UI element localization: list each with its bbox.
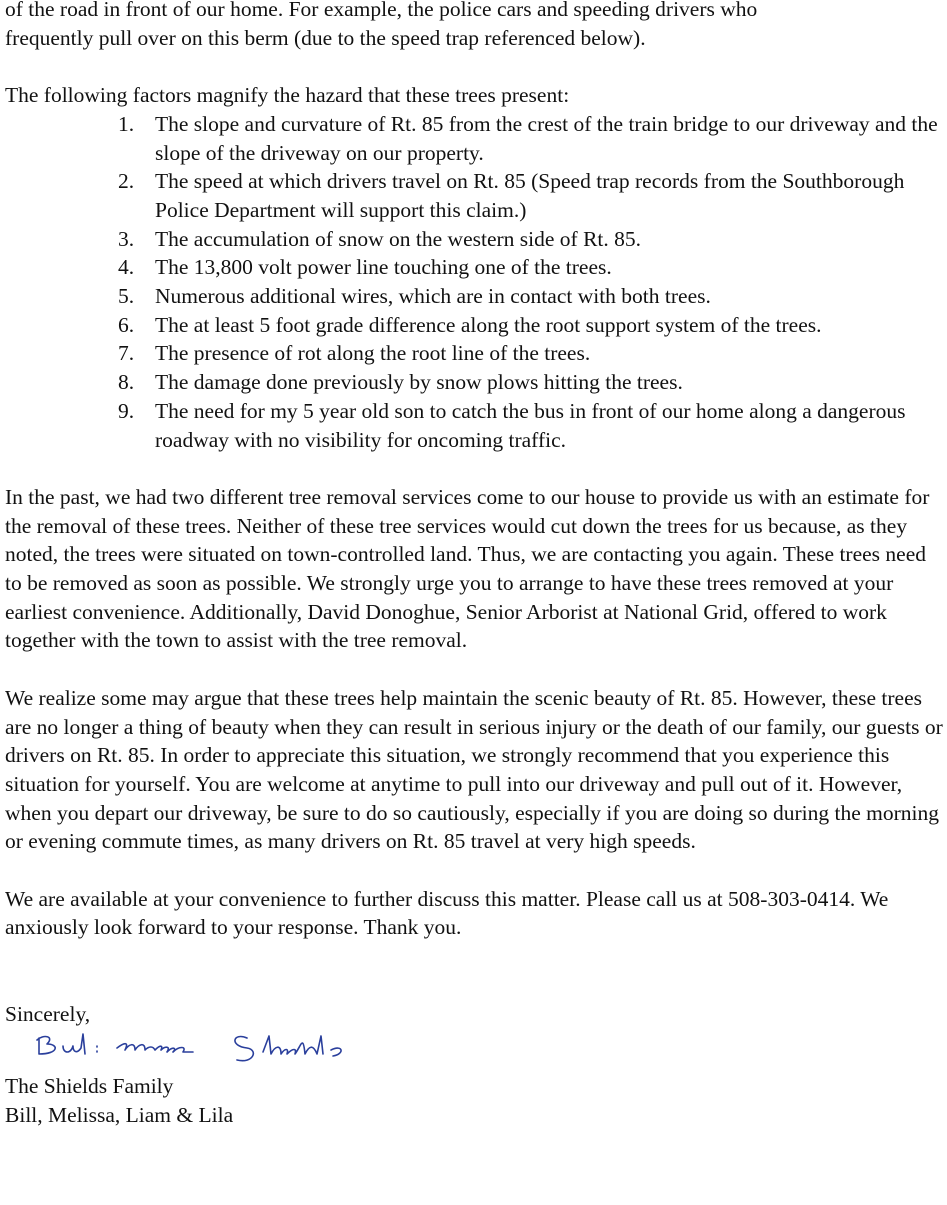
factors-list bbox=[5, 110, 947, 454]
list-number: 2. bbox=[118, 169, 135, 194]
valediction: Sincerely, bbox=[5, 1001, 91, 1026]
list-item bbox=[5, 311, 945, 340]
list-item bbox=[5, 167, 945, 224]
list-number: 5. bbox=[118, 284, 135, 309]
signature-icon bbox=[33, 1030, 453, 1070]
list-text: The need for my 5 year old son to catch the bus in front of our home along a dangerous roadway with no visibility for oncoming traffic. bbox=[155, 398, 906, 452]
list-text: Numerous additional wires, which are in contact with both trees. bbox=[155, 284, 711, 309]
list-number: 8. bbox=[118, 370, 135, 395]
list-item bbox=[5, 339, 945, 368]
list-text: The at least 5 foot grade difference along the root support system of the trees. bbox=[155, 312, 822, 337]
list-number: 6. bbox=[118, 312, 135, 337]
signer-name: The Shields Family bbox=[5, 1074, 174, 1099]
spacer bbox=[5, 454, 947, 483]
list-text: The 13,800 volt power line touching one of the trees. bbox=[155, 255, 612, 280]
paragraph-tree-removal: In the past, we had two different tree removal services come to our house to provide us with an estimate for the removal of these trees. Neither of these tree services would cut down the trees for us because, as they noted, the trees were situated on town-controlled land. Thus, we are contacting you again. These trees need to be removed as soon as possible. We strongly urge you to arrange to have these trees removed at your earliest convenience. Additionally, David Donoghue, Senior Arborist at National Grid, offered to work together with the town to assist with the tree removal. bbox=[5, 484, 930, 653]
list-item bbox=[5, 253, 945, 282]
list-number: 4. bbox=[118, 255, 135, 280]
intro-line-1: of the road in front of our home. For example, the police cars and speeding drivers who bbox=[5, 0, 758, 21]
spacer bbox=[5, 971, 947, 1000]
list-item bbox=[5, 110, 945, 167]
spacer bbox=[5, 942, 947, 971]
spacer bbox=[5, 856, 947, 885]
list-item bbox=[5, 397, 945, 454]
factors-heading: The following factors magnify the hazard that these trees present: bbox=[5, 83, 570, 108]
list-item bbox=[5, 282, 945, 311]
intro-line-2: frequently pull over on this berm (due to the speed trap referenced below). bbox=[5, 25, 646, 50]
list-item bbox=[5, 368, 945, 397]
paragraph-contact: We are available at your convenience to further discuss this matter. Please call us at 508-303-0414. We anxiously look forward to your response. Thank you. bbox=[5, 886, 889, 940]
list-text: The speed at which drivers travel on Rt. 85 (Speed trap records from the Southborough Police Department will support this claim.) bbox=[155, 169, 905, 222]
list-number: 7. bbox=[118, 341, 135, 366]
list-number: 9. bbox=[118, 398, 135, 423]
list-number: 1. bbox=[118, 111, 135, 136]
list-text: The damage done previously by snow plows hitting the trees. bbox=[155, 370, 683, 395]
list-text: The slope and curvature of Rt. 85 from the crest of the train bridge to our driveway and the slope of the driveway on our property. bbox=[155, 111, 938, 165]
list-text: The accumulation of snow on the western side of Rt. 85. bbox=[155, 226, 642, 251]
handwritten-signature bbox=[5, 1028, 947, 1072]
spacer bbox=[5, 655, 947, 684]
paragraph-scenic-beauty: We realize some may argue that these trees help maintain the scenic beauty of Rt. 85. However, these trees are no longer a thing of beauty when they can result in serious injury or the death of our family, our guests or drivers on Rt. 85. In order to appreciate this situation, we strongly recommend that you experience this situation for yourself. You are welcome at anytime to pull into our driveway and pull out of it. However, when you depart our driveway, be sure to do so cautiously, especially if you are doing so during the morning or evening commute times, as many drivers on Rt. 85 travel at very high speeds. bbox=[5, 685, 943, 854]
list-item bbox=[5, 225, 945, 254]
letter-page bbox=[5, 0, 947, 1130]
list-text: The presence of rot along the root line of the trees. bbox=[155, 341, 591, 366]
family-names: Bill, Melissa, Liam & Lila bbox=[5, 1102, 234, 1127]
list-number: 3. bbox=[118, 226, 135, 251]
spacer bbox=[5, 52, 947, 81]
